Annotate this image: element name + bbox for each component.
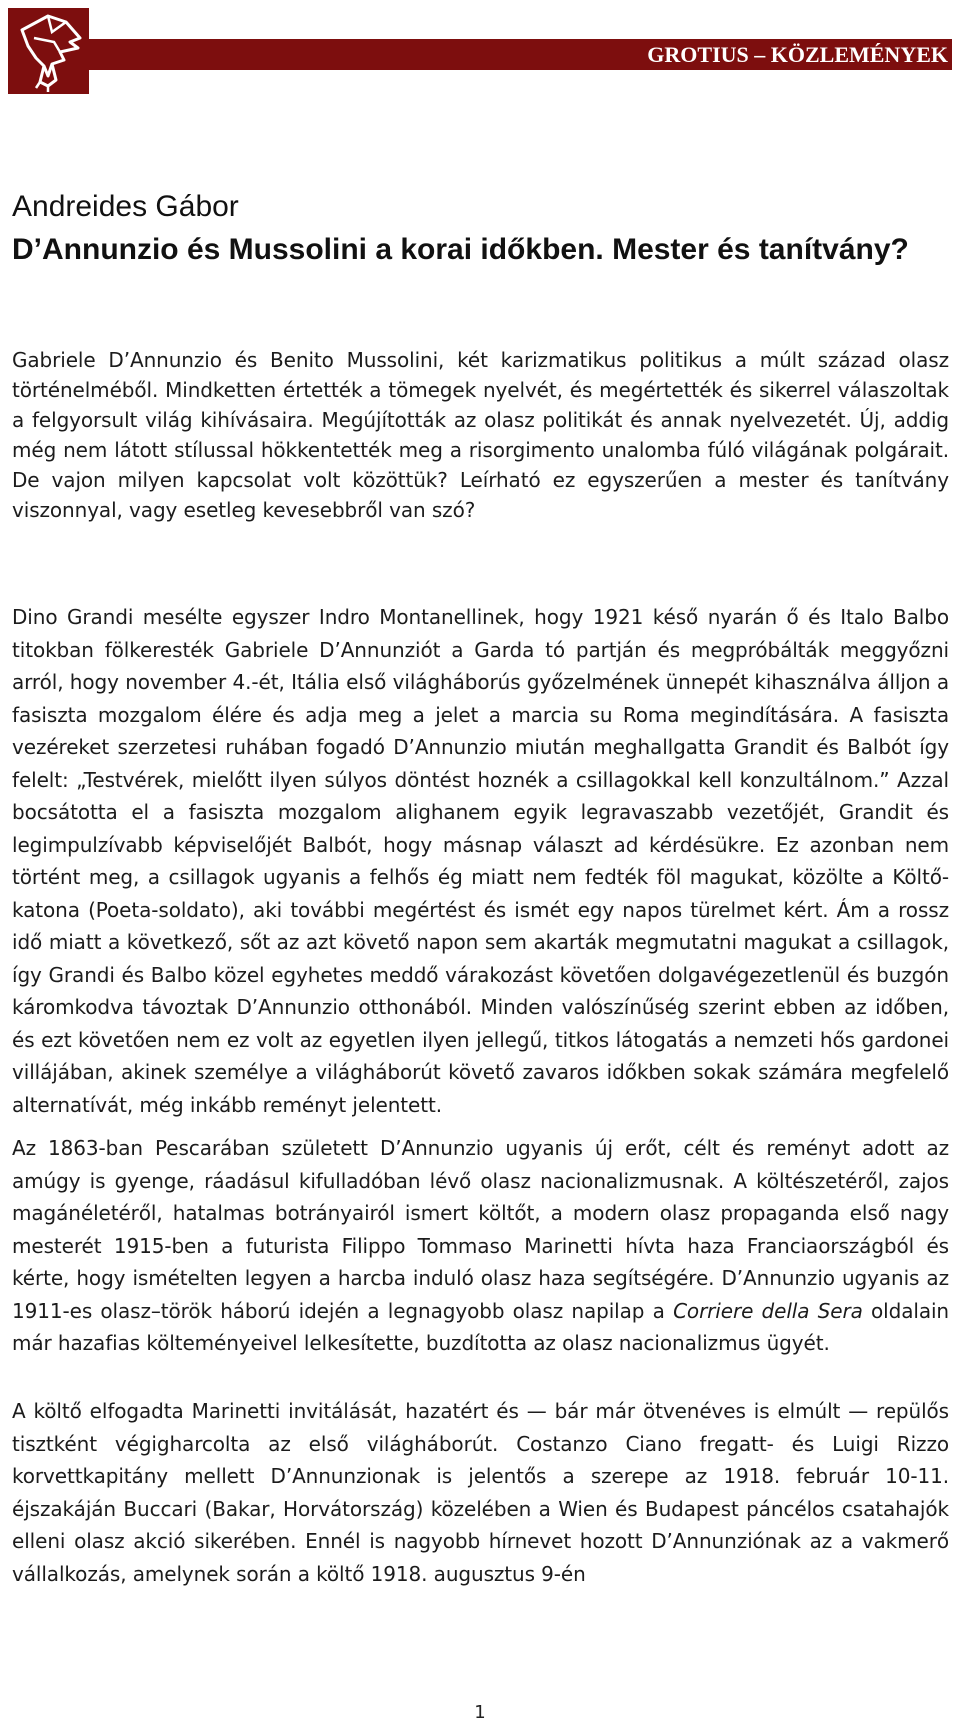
header-bar <box>89 39 952 70</box>
article-author: Andreides Gábor <box>12 190 239 223</box>
body-paragraph-2-text-a: Az 1863-ban Pescarában született D’Annunzio ugyanis új erőt, célt és reményt adott az amúgy is gyenge, ráadásul kifulladóban lévő olasz nacionalizmusnak. A költészetéről, zajos magánéletéről, hatalmas botrányairól ismert költőt, a modern olasz propaganda első nagy mesterét 1915-ben a futurista Filippo Tommaso Marinetti hívta haza Franciaországból és kérte, hogy ismételten legyen a harcba induló olasz haza segítségére. D’Annunzio ugyanis az 1911-es olasz–török háború idején a legnagyobb olasz napilap a <box>12 1136 949 1323</box>
journal-name: GROTIUS – KÖZLEMÉNYEK <box>647 42 948 67</box>
article-heading <box>12 185 952 271</box>
body-paragraph-1: Dino Grandi mesélte egyszer Indro Montanellinek, hogy 1921 késő nyarán ő és Italo Balbo titokban fölkeresték Gabriele D’Annunziót a Garda tó partján és megpróbálták meggyőzni arról, hogy november 4.-ét, Itália első világháborús győzelmének ünnepét kihasználva álljon a fasiszta mozgalom élére és adja meg a jelet a marcia su Roma megindítására. A fasiszta vezéreket szerzetesi ruhában fogadó D’Annunzio miután meghallgatta Grandit és Balbót így felelt: „Testvérek, mielőtt ilyen súlyos döntést hoznék a csillagokkal kell konzultálnom.” Azzal bocsátotta el a fasiszta mozgalom alighanem egyik legravaszabb vezetőjét, Grandit és legimpulzívabb képviselőjét Balbót, hogy másnap választ ad kérdésükre. Ez azonban nem történt meg, a csillagok ugyanis a felhős ég miatt nem fedték föl magukat, közölte a Költő-katona (Poeta-soldato), aki további megértést és ismét egy napos türelmet kért. Ám a rossz idő miatt a következő, sőt az azt követő napon sem akarták megmutatni magukat a csillagok, így Grandi és Balbo közel egyhetes meddő várakozást követően dolgavégezetlenül és buzgón káromkodva távoztak D’Annunzio otthonából. Minden valószínűség szerint ebben az időben, és ezt követően nem ez volt az egyetlen ilyen jellegű, titkos látogatás a nemzeti hős gardonei villájában, akinek személye a világháborút követő zavaros időkben sokak számára megfelelő alternatívát, még inkább reményt jelentett. <box>12 605 949 1117</box>
body-paragraph-3: A költő elfogadta Marinetti invitálását, hazatért és — bár már ötvenéves is elmúlt — repülős tisztként végigharcolta az első világháborút. Costanzo Ciano fregatt- és Luigi Rizzo korvettkapitány mellett D’Annunzionak is jelentős a szerepe az 1918. február 10-11. éjszakáján Buccari (Bakar, Horvátország) közelében a Wien és Budapest páncélos csatahajók elleni olasz akció sikerében. Ennél is nagyobb hírnevet hozott D’Annunziónak az a vakmerő vállalkozás, amelynek során a költő 1918. augusztus 9-én <box>12 1399 949 1586</box>
intro-paragraph: Gabriele D’Annunzio és Benito Mussolini, két karizmatikus politikus a múlt század olasz történelméből. Mindketten értették a tömegek nyelvét, és megértették és sikerrel válaszoltak a felgyorsult világ kihívásaira. Megújították az olasz politikát és annak nyelvezetét. Új, addig még nem látott stílussal hökkentették meg a risorgimento unalomba fúló világának polgárait. De vajon milyen kapcsolat volt közöttük? Leírható ez egyszerűen a mester és tanítvány viszonnyal, vagy esetleg kevesebbről van szó? <box>12 348 949 522</box>
page-header <box>8 8 952 96</box>
grotius-bird-logo-icon <box>8 8 89 94</box>
newspaper-title: Corriere della Sera <box>673 1298 863 1323</box>
body-paragraph-2-text-b: oldalain már hazafias költeményeivel lelkesítette, buzdította az olasz nacionalizmus ügyét. <box>12 1298 950 1355</box>
grotius-logo <box>8 8 89 94</box>
article-title: D’Annunzio és Mussolini a korai időkben. Mester és tanítvány? <box>12 233 909 266</box>
page-number: 1 <box>474 1702 486 1723</box>
body-paragraph-2 <box>12 1132 949 1360</box>
